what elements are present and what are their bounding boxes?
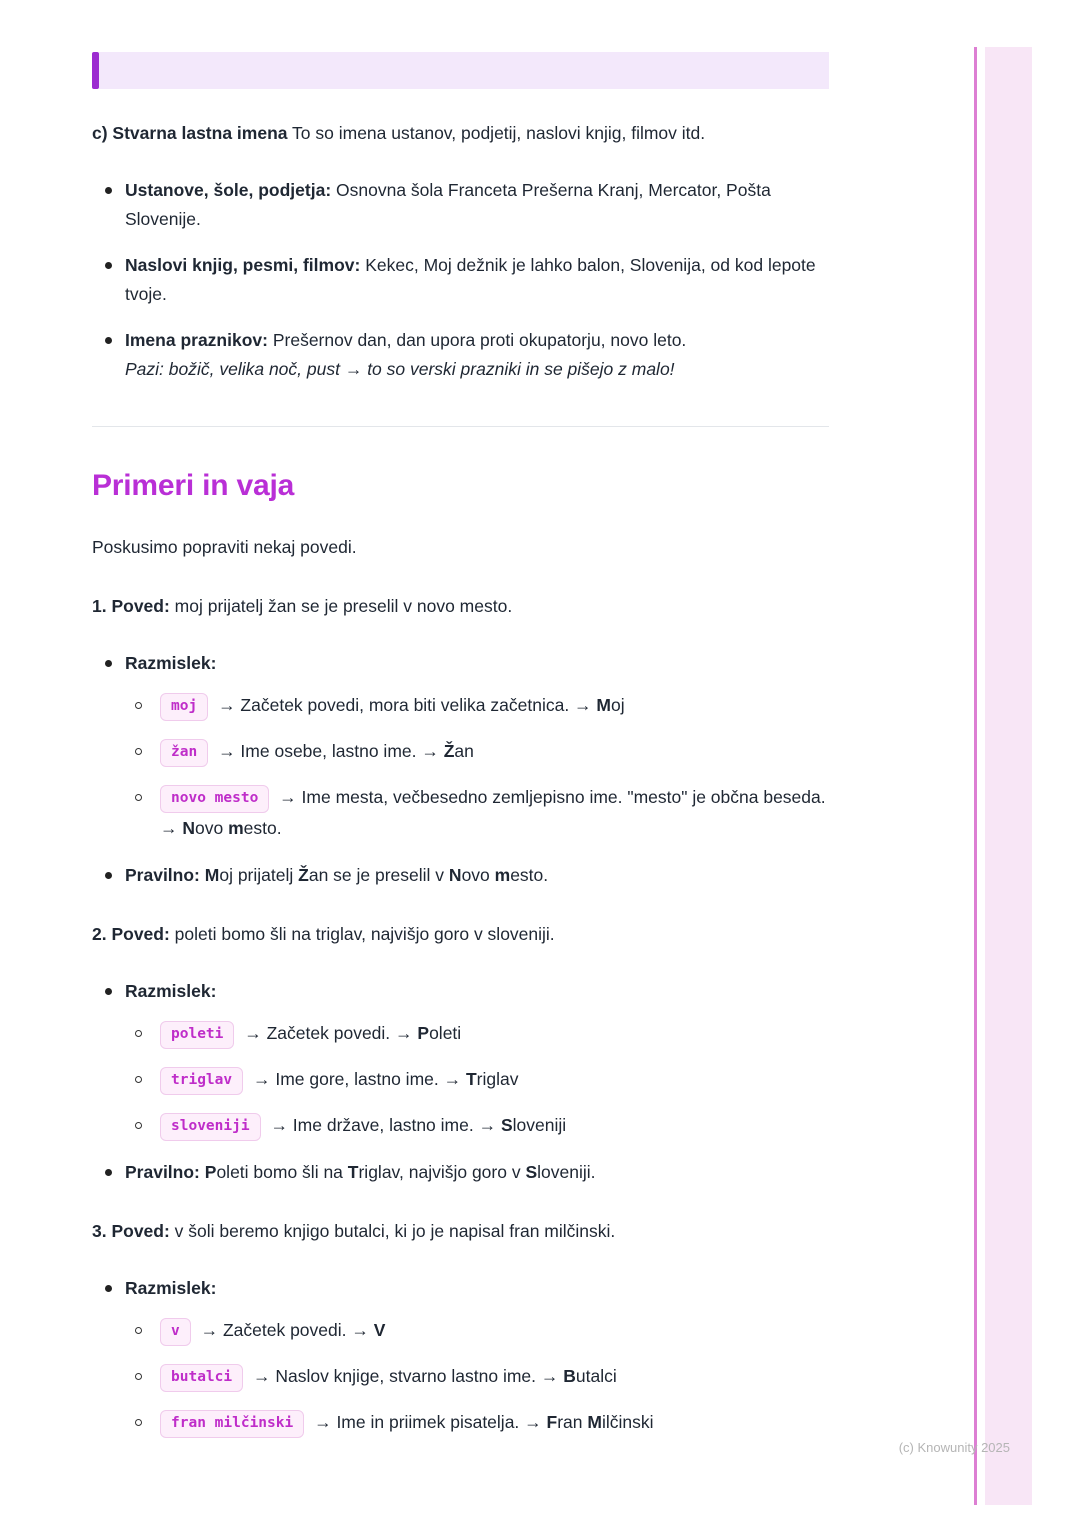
intro-bullet-list <box>92 176 829 384</box>
chip-item <box>125 782 829 844</box>
text-segment: Ž <box>443 741 455 761</box>
razmislek-sublist <box>125 690 829 844</box>
example-2-list <box>92 977 829 1187</box>
bullet-icon <box>105 187 112 194</box>
chip-item-text <box>160 782 829 844</box>
circle-bullet-icon <box>135 794 142 801</box>
chip-item <box>125 1407 829 1438</box>
warning-note <box>125 355 829 384</box>
text-segment: 3. Poved: <box>92 1221 170 1241</box>
razmislek-label: Razmislek: <box>125 981 217 1001</box>
text-segment: → Začetek povedi. → <box>195 1320 374 1340</box>
text-segment: Osnovna šola Franceta Prešerna Kranj, Mercator, Pošta Slovenije. <box>125 180 771 229</box>
text-segment: esto. <box>510 865 549 885</box>
text-segment: → Ime mesta, večbesedno zemljepisno ime. "mesto" je občna beseda. → <box>160 787 826 838</box>
bullet-icon <box>105 660 112 667</box>
text-segment: N <box>182 818 196 838</box>
text-segment: Pravilno: <box>125 865 200 885</box>
text-segment: Naslovi knjig, pesmi, filmov: <box>125 255 361 275</box>
circle-bullet-icon <box>135 1076 142 1083</box>
text-segment: ilčinski <box>601 1412 654 1432</box>
text-segment: utalci <box>575 1366 617 1386</box>
bullet-icon <box>105 872 112 879</box>
text-segment: T <box>347 1162 359 1182</box>
text-segment: F <box>546 1412 558 1432</box>
text-segment: → Ime in priimek pisatelja. → <box>309 1412 547 1432</box>
chip-item <box>125 1018 829 1049</box>
text-segment: To so imena ustanov, podjetij, naslovi knjig, filmov itd. <box>287 123 706 143</box>
text-segment: ran <box>557 1412 588 1432</box>
code-chip: v <box>160 1318 191 1346</box>
text-segment: Ž <box>298 865 309 885</box>
pravilno-item <box>92 1158 829 1187</box>
content-column <box>92 0 829 1438</box>
text-segment: an <box>454 741 474 761</box>
chip-item-text <box>160 1315 829 1346</box>
example-2-sentence <box>92 920 829 949</box>
pravilno-item <box>92 861 829 890</box>
chip-item <box>125 1361 829 1392</box>
text-segment: P <box>417 1023 430 1043</box>
text-segment: oj <box>611 695 625 715</box>
lead-text: Poskusimo popraviti nekaj povedi. <box>92 537 357 557</box>
list-item <box>92 176 829 234</box>
text-segment: M <box>204 865 220 885</box>
text-segment: Ustanove, šole, podjetja: <box>125 180 332 200</box>
razmislek-body <box>125 977 829 1141</box>
intro-paragraph <box>92 119 829 148</box>
text-segment: → Ime gore, lastno ime. → <box>248 1069 466 1089</box>
text-segment: poleti bomo šli na triglav, najvišjo goro v sloveniji. <box>169 924 555 944</box>
circle-bullet-icon <box>135 748 142 755</box>
highlighted-heading-block <box>92 52 829 89</box>
text-segment: S <box>525 1162 538 1182</box>
watermark: (c) Knowunity 2025 <box>898 1440 1010 1455</box>
list-item-body <box>125 326 829 384</box>
text-segment: an se je preselil v <box>308 865 449 885</box>
text-segment: moj prijatelj žan se je preselil v novo mesto. <box>169 596 513 616</box>
section-title: Primeri in vaja <box>92 469 295 502</box>
razmislek-label: Razmislek: <box>125 653 217 673</box>
code-chip: moj <box>160 693 208 721</box>
text-segment: → Naslov knjige, stvarno lastno ime. → <box>248 1366 564 1386</box>
bullet-icon <box>105 262 112 269</box>
chip-item-text <box>160 736 829 767</box>
text-segment: esto. <box>243 818 282 838</box>
text-segment: → Ime države, lastno ime. → <box>265 1115 501 1135</box>
text-segment: S <box>500 1115 513 1135</box>
text-segment: Pravilno: <box>125 1162 200 1182</box>
text-segment: Pazi: božič, velika noč, pust → to so verski prazniki in se pišejo z malo! <box>125 359 675 379</box>
razmislek-body <box>125 1274 829 1438</box>
right-page-band <box>985 47 1032 1505</box>
chip-item-text <box>160 1018 829 1049</box>
highlight-block <box>99 52 829 89</box>
code-chip: poleti <box>160 1021 234 1049</box>
example-1-list <box>92 649 829 890</box>
list-item-text <box>125 176 829 234</box>
example-1-sentence <box>92 592 829 621</box>
text-segment: oleti bomo šli na <box>216 1162 348 1182</box>
example-3-sentence <box>92 1217 829 1246</box>
text-segment: loveniji <box>512 1115 567 1135</box>
text-segment: oj prijatelj <box>219 865 299 885</box>
bullet-icon <box>105 988 112 995</box>
text-segment: → Ime osebe, lastno ime. → <box>213 741 444 761</box>
code-chip: triglav <box>160 1067 243 1095</box>
razmislek-item <box>92 649 829 844</box>
list-item-text <box>125 251 829 309</box>
chip-item <box>125 1315 829 1346</box>
text-segment: M <box>596 695 611 715</box>
text-segment: → Začetek povedi. → <box>239 1023 418 1043</box>
chip-item-text <box>160 1361 829 1392</box>
chip-item-text <box>160 1407 829 1438</box>
razmislek-label: Razmislek: <box>125 1278 217 1298</box>
text-segment: V <box>373 1320 386 1340</box>
bullet-icon <box>105 1169 112 1176</box>
text-segment: Prešernov dan, dan upora proti okupatorju, novo leto. <box>267 330 687 350</box>
text-segment: m <box>494 865 511 885</box>
text-segment: Kekec, Moj dežnik je lahko balon, Slovenija, od kod lepote tvoje. <box>125 255 816 304</box>
razmislek-item <box>92 977 829 1141</box>
text-segment: riglav <box>476 1069 519 1089</box>
list-item <box>92 251 829 309</box>
chip-item <box>125 736 829 767</box>
razmislek-body <box>125 649 829 844</box>
text-segment: ovo <box>461 865 495 885</box>
circle-bullet-icon <box>135 1373 142 1380</box>
list-item-text <box>125 326 829 355</box>
code-chip: novo mesto <box>160 785 269 813</box>
text-segment: m <box>228 818 244 838</box>
text-segment: ovo <box>195 818 229 838</box>
text-segment: v šoli beremo knjigo butalci, ki jo je napisal fran milčinski. <box>169 1221 616 1241</box>
divider <box>92 426 829 427</box>
razmislek-item <box>92 1274 829 1438</box>
code-chip: žan <box>160 739 208 767</box>
pravilno-text <box>125 1158 829 1187</box>
code-chip: fran milčinski <box>160 1410 304 1438</box>
chip-item <box>125 1110 829 1141</box>
text-segment: loveniji. <box>537 1162 596 1182</box>
list-item <box>92 326 829 384</box>
code-chip: butalci <box>160 1364 243 1392</box>
chip-item-text <box>160 690 829 721</box>
text-segment: → Začetek povedi, mora biti velika začetnica. → <box>213 695 597 715</box>
circle-bullet-icon <box>135 1030 142 1037</box>
text-segment: P <box>204 1162 217 1182</box>
chip-item <box>125 690 829 721</box>
circle-bullet-icon <box>135 1122 142 1129</box>
text-segment: T <box>465 1069 477 1089</box>
text-segment: 2. Poved: <box>92 924 170 944</box>
example-3-list <box>92 1274 829 1438</box>
text-segment: riglav, najvišjo goro v <box>358 1162 526 1182</box>
chip-item-text <box>160 1064 829 1095</box>
text-segment: c) Stvarna lastna imena <box>92 123 288 143</box>
bullet-icon <box>105 337 112 344</box>
text-segment: M <box>587 1412 602 1432</box>
circle-bullet-icon <box>135 702 142 709</box>
highlight-bar <box>92 52 99 89</box>
pravilno-text <box>125 861 829 890</box>
code-chip: sloveniji <box>160 1113 261 1141</box>
text-segment: Imena praznikov: <box>125 330 268 350</box>
text-segment: 1. Poved: <box>92 596 170 616</box>
razmislek-sublist <box>125 1315 829 1438</box>
circle-bullet-icon <box>135 1327 142 1334</box>
text-segment: oleti <box>429 1023 462 1043</box>
text-segment: N <box>448 865 462 885</box>
chip-item-text <box>160 1110 829 1141</box>
chip-item <box>125 1064 829 1095</box>
text-segment: B <box>563 1366 576 1386</box>
circle-bullet-icon <box>135 1419 142 1426</box>
bullet-icon <box>105 1285 112 1292</box>
razmislek-sublist <box>125 1018 829 1141</box>
right-accent-line <box>974 47 977 1505</box>
